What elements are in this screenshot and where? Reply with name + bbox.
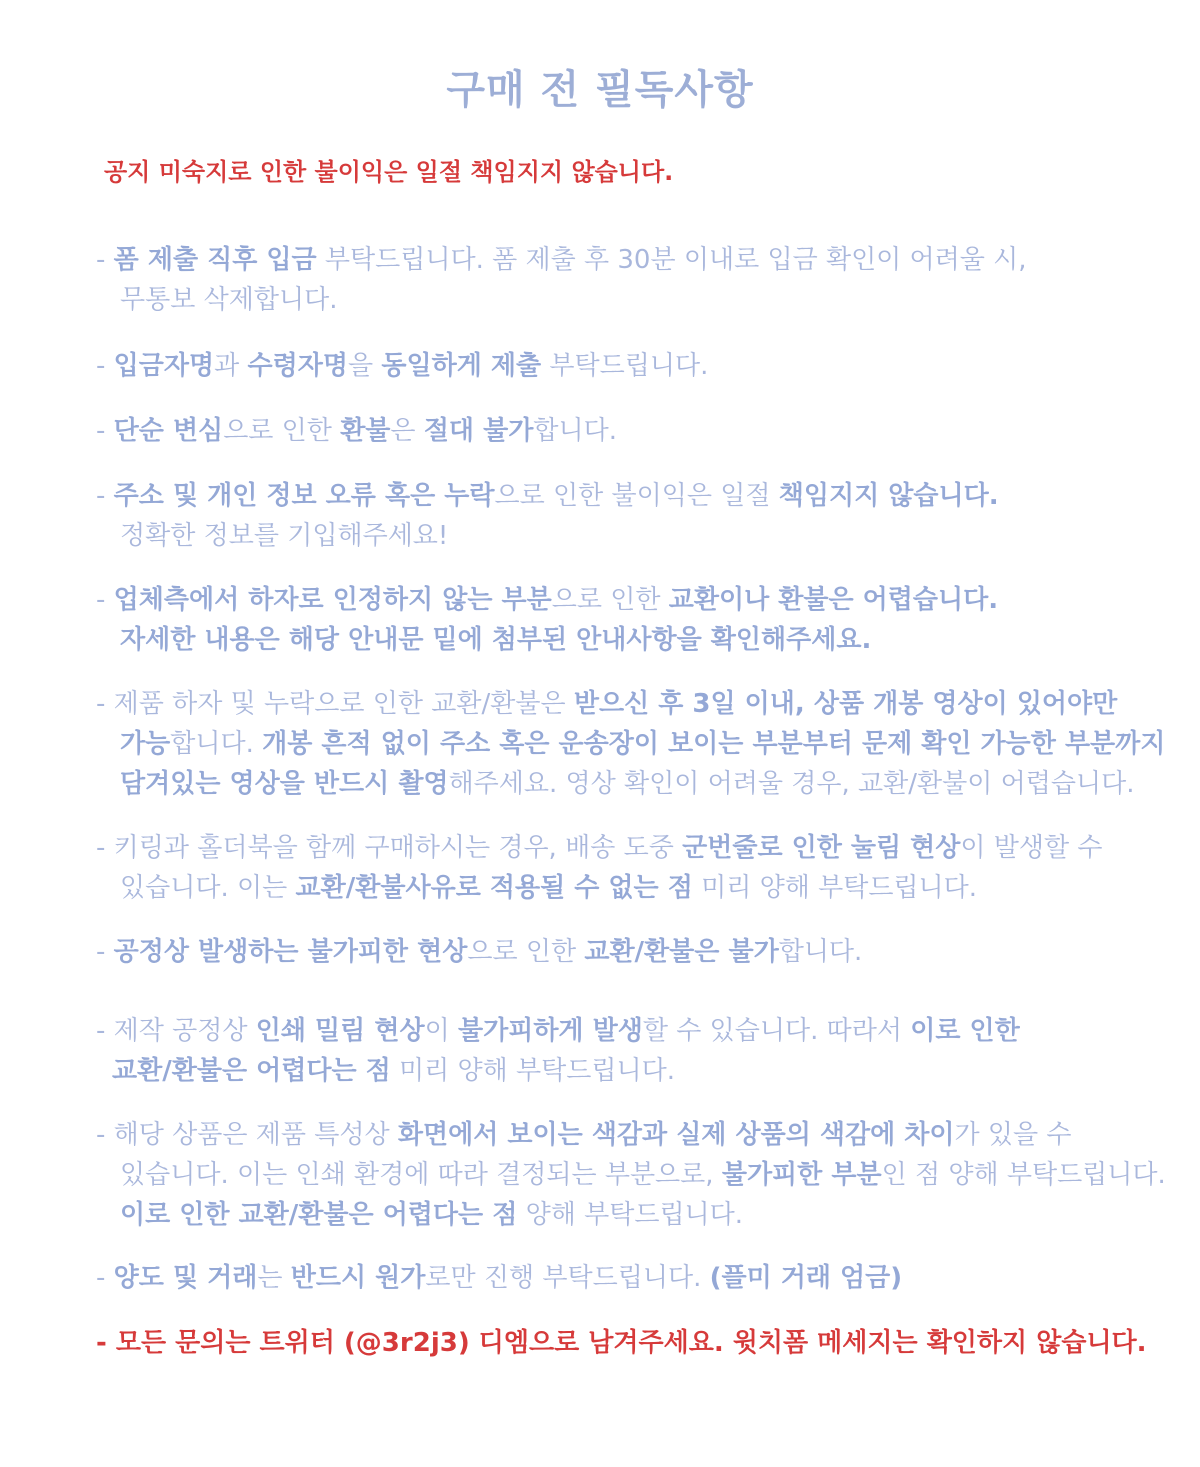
notice-text: 부탁드립니다. 폼 제출 후 30분 이내로 입금 확인이 어려울 시, — [316, 245, 1027, 275]
notice-text: 양해 부탁드립니다. — [517, 1200, 744, 1230]
emphasis-text: 단순 변심 — [113, 416, 224, 446]
notice-line — [96, 1323, 1147, 1363]
notice-line — [96, 1051, 1020, 1091]
notice-text: 있습니다. 이는 인쇄 환경에 따라 결정되는 부분으로, — [120, 1160, 722, 1190]
emphasis-text: 받으신 후 3일 이내, 상품 개봉 영상이 있어야만 — [573, 689, 1118, 719]
warning-notice: 공지 미숙지로 인한 불이익은 일절 책임지지 않습니다. — [104, 158, 674, 186]
notice-line — [96, 580, 998, 620]
notice-line — [96, 1258, 902, 1298]
notice-text: - 제품 하자 및 누락으로 인한 교환/환불은 — [96, 689, 574, 719]
notice-item — [96, 1323, 1147, 1363]
notice-text: - — [96, 481, 114, 511]
emphasis-text: 입금자명 — [113, 351, 215, 381]
notice-line — [96, 280, 1027, 320]
notice-text: 은 — [390, 416, 424, 446]
emphasis-text: 동일하게 제출 — [381, 351, 542, 381]
emphasis-text: 교환이나 환불은 어렵습니다. — [668, 585, 999, 615]
notice-text: 합니다. — [533, 416, 617, 446]
notice-text: 미리 양해 부탁드립니다. — [390, 1056, 675, 1086]
notice-line — [96, 1011, 1020, 1051]
notice-text: 가 있을 수 — [954, 1120, 1072, 1150]
notice-line — [96, 724, 1165, 764]
emphasis-text: 개봉 흔적 없이 주소 혹은 운송장이 보이는 부분부터 문제 확인 가능한 부분까지 — [262, 729, 1166, 759]
emphasis-text: 불가피하게 발생 — [457, 1016, 643, 1046]
emphasis-text: 공정상 발생하는 불가피한 현상 — [113, 937, 468, 967]
notice-text: 으로 인한 — [223, 416, 341, 446]
notice-line — [96, 346, 708, 386]
notice-line — [96, 240, 1027, 280]
notice-text: 을 — [347, 351, 382, 381]
notice-text: 로만 진행 부탁드립니다. — [425, 1263, 710, 1293]
emphasis-text: 담겨있는 영상을 반드시 촬영 — [120, 769, 449, 799]
emphasis-text: 이로 인한 교환/환불은 어렵다는 점 — [120, 1200, 518, 1230]
emphasis-text: 책임지지 않습니다. — [778, 481, 999, 511]
notice-item — [96, 684, 1165, 804]
emphasis-text: 업체측에서 하자로 인정하지 않는 부분 — [113, 585, 552, 615]
emphasis-text: (플미 거래 엄금) — [709, 1263, 903, 1293]
notice-item — [96, 1011, 1020, 1091]
notice-text: 과 — [214, 351, 248, 381]
notice-item — [96, 580, 998, 660]
emphasis-text: 양도 및 거래 — [113, 1263, 258, 1293]
emphasis-text: 반드시 원가 — [290, 1263, 426, 1293]
notice-line — [96, 1115, 1166, 1155]
notice-text: - 키링과 홀더북을 함께 구매하시는 경우, 배송 도중 — [96, 833, 683, 863]
emphasis-text: 교환/환불사유로 적용될 수 없는 점 — [295, 873, 693, 903]
notice-text: 무통보 삭제합니다. — [120, 285, 338, 315]
notice-text: 미리 양해 부탁드립니다. — [692, 873, 978, 903]
emphasis-text: 군번줄로 인한 눌림 현상 — [682, 833, 961, 863]
notice-text: 해주세요. 영상 확인이 어려울 경우, 교환/환불이 어렵습니다. — [448, 769, 1135, 799]
notice-text: 할 수 있습니다. 따라서 — [642, 1016, 911, 1046]
emphasis-text: 환불 — [340, 416, 391, 446]
notice-line — [96, 684, 1165, 724]
notice-text: 정확한 정보를 기입해주세요! — [120, 521, 449, 551]
notice-text: - — [96, 351, 114, 381]
notice-line — [96, 516, 999, 556]
emphasis-text: 불가피한 부분 — [721, 1160, 882, 1190]
notice-line — [96, 411, 617, 451]
notice-line — [96, 1195, 1166, 1235]
emphasis-text: 수령자명 — [247, 351, 348, 381]
notice-text: 으로 인한 — [467, 937, 585, 967]
notice-text: - 해당 상품은 제품 특성상 — [96, 1120, 398, 1150]
notice-text: 는 — [257, 1263, 291, 1293]
notice-item — [96, 411, 617, 451]
notice-text: 으로 인한 불이익은 일절 — [494, 481, 779, 511]
notice-text: 합니다. — [778, 937, 863, 967]
notice-line — [96, 932, 862, 972]
emphasis-text: 폼 제출 직후 입금 — [113, 245, 317, 275]
notice-text: - — [96, 937, 114, 967]
notice-text: 이 — [424, 1016, 458, 1046]
page-title: 구매 전 필독사항 — [446, 67, 754, 113]
emphasis-text: - 모든 문의는 트위터 (@3r2j3) 디엠으로 남겨주세요. 윗치폼 메세지는 확인하지 않습니다. — [96, 1328, 1147, 1358]
notice-line — [96, 620, 998, 660]
notice-text: 으로 인한 — [551, 585, 669, 615]
emphasis-text: 교환/환불은 어렵다는 점 — [112, 1056, 391, 1086]
emphasis-text: 화면에서 보이는 색감과 실제 상품의 색감에 차이 — [397, 1120, 955, 1150]
notice-item — [96, 1258, 902, 1298]
notice-text: 부탁드립니다. — [541, 351, 709, 381]
notice-item — [96, 1115, 1166, 1235]
notice-item — [96, 828, 1103, 908]
notice-item — [96, 346, 708, 386]
notice-line — [96, 476, 999, 516]
emphasis-text: 교환/환불은 불가 — [584, 937, 779, 967]
emphasis-text: 가능 — [120, 729, 171, 759]
notice-text: 있습니다. 이는 — [120, 873, 296, 903]
notice-item — [96, 240, 1027, 320]
notice-line — [96, 868, 1103, 908]
notice-line — [96, 1155, 1166, 1195]
emphasis-text: 절대 불가 — [423, 416, 534, 446]
notice-text: - 제작 공정상 — [96, 1016, 256, 1046]
emphasis-text: 주소 및 개인 정보 오류 혹은 누락 — [113, 481, 495, 511]
notice-item — [96, 932, 862, 972]
notice-text: - — [96, 245, 114, 275]
notice-text: 이 발생할 수 — [960, 833, 1103, 863]
notice-text: - — [96, 585, 114, 615]
notice-text: - — [96, 416, 114, 446]
notice-line — [96, 764, 1165, 804]
notice-text: - — [96, 1263, 114, 1293]
emphasis-text: 인쇄 밀림 현상 — [255, 1016, 425, 1046]
notice-text: 합니다. — [170, 729, 263, 759]
emphasis-text: 이로 인한 — [910, 1016, 1020, 1046]
emphasis-text: 자세한 내용은 해당 안내문 밑에 첨부된 안내사항을 확인해주세요. — [120, 625, 872, 655]
notice-text: 인 점 양해 부탁드립니다. — [881, 1160, 1166, 1190]
notice-item — [96, 476, 999, 556]
notice-line — [96, 828, 1103, 868]
